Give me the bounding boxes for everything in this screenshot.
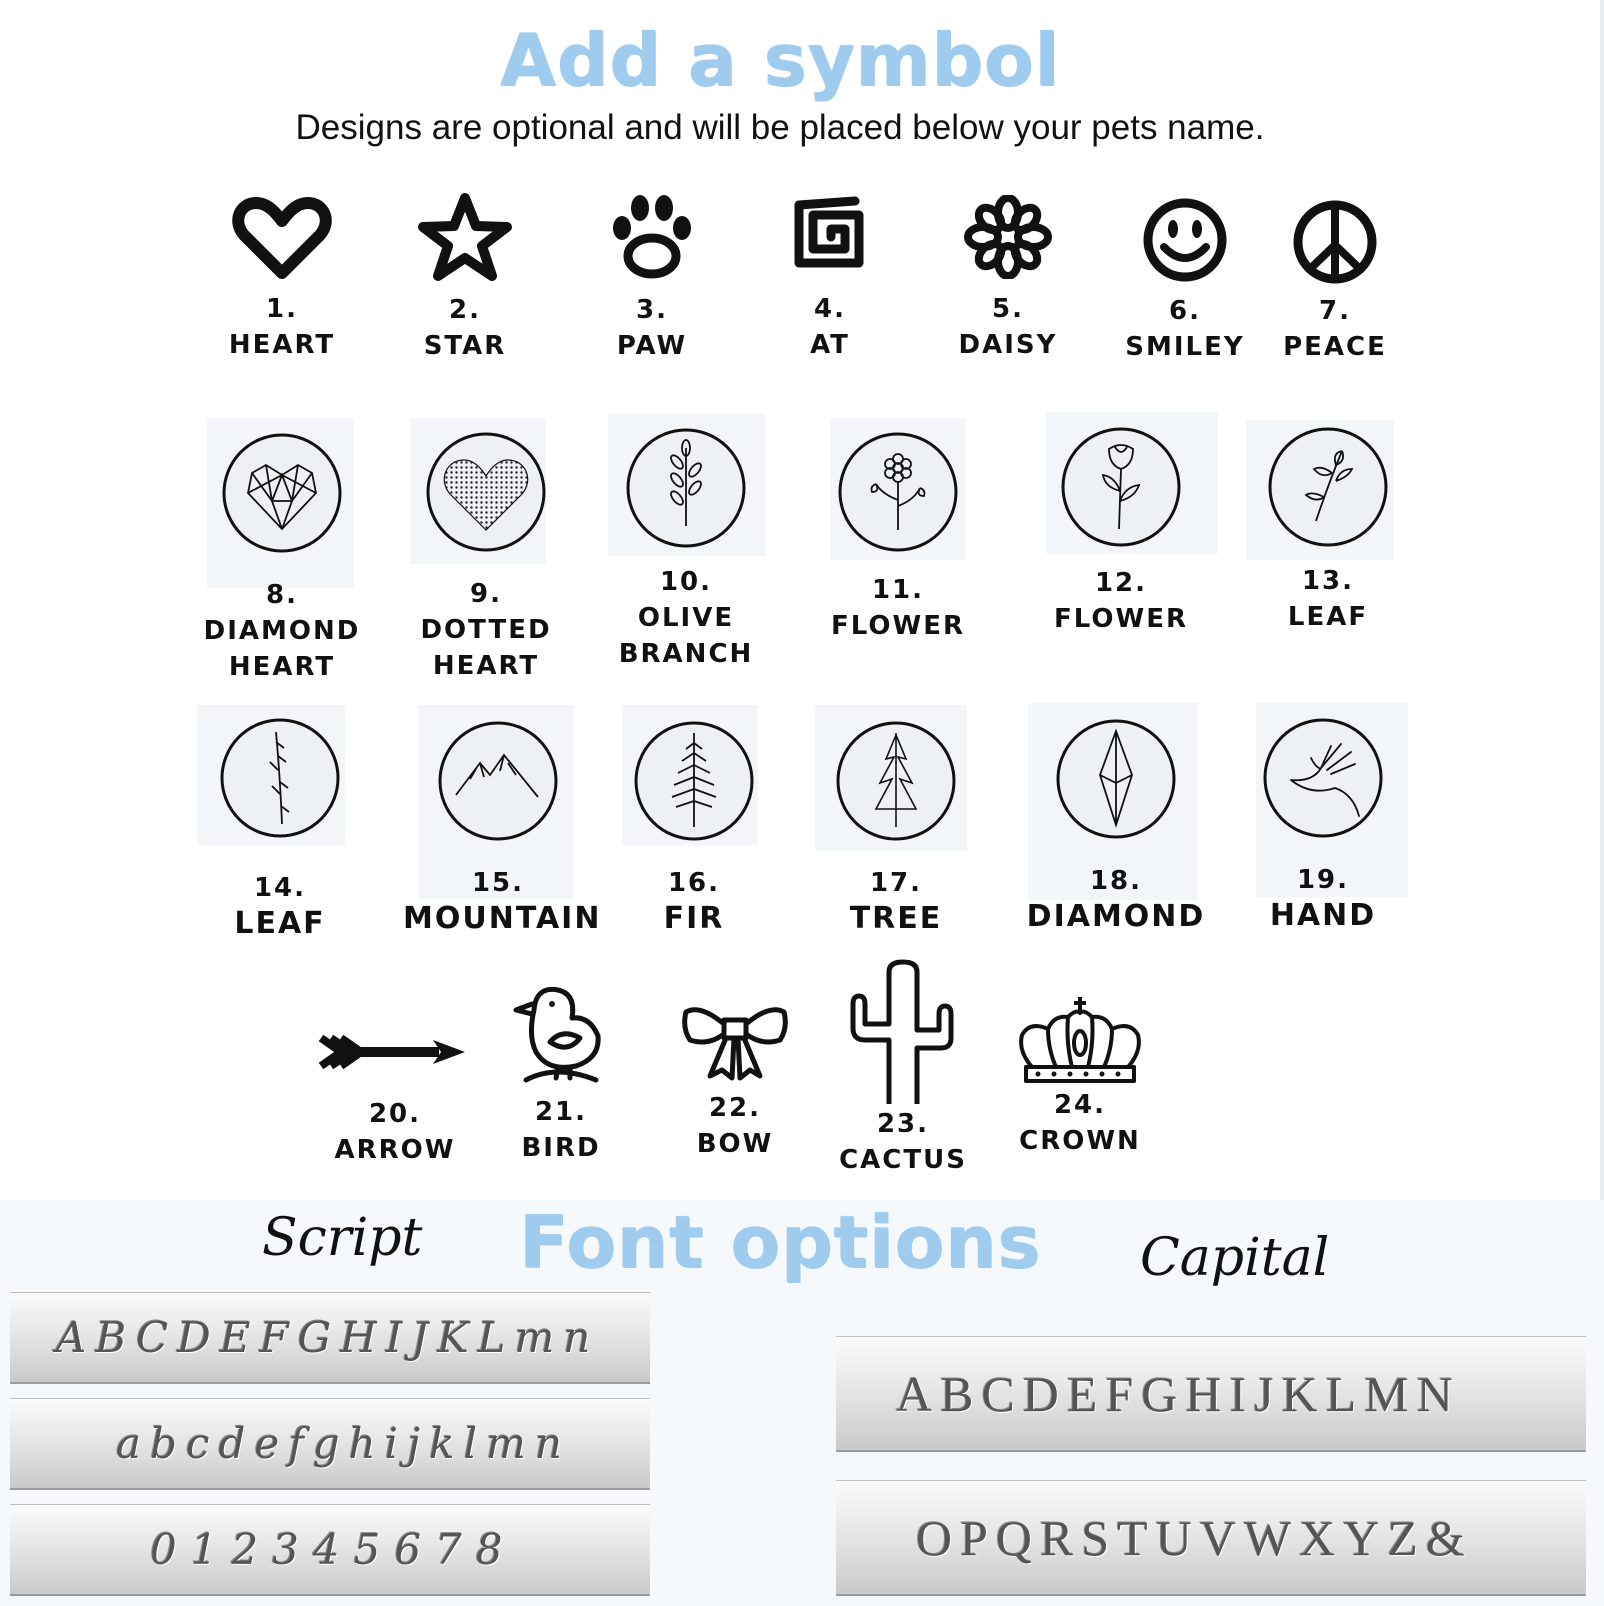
script-sample-uppercase [10, 1292, 650, 1384]
bow-icon [680, 998, 790, 1086]
symbol-option-23[interactable] [808, 958, 998, 1178]
dotted-heart-icon [424, 430, 548, 554]
symbol-number: 20. [368, 1099, 422, 1129]
symbol-number: 10. [659, 567, 713, 597]
symbol-number: 18. [1089, 866, 1143, 896]
heart-icon [232, 195, 332, 281]
symbol-name: DIAMOND [203, 616, 361, 646]
symbol-number: 11. [871, 575, 925, 605]
symbol-option-3[interactable] [557, 190, 747, 364]
symbol-number: 8. [266, 580, 298, 610]
symbol-name: SMILEY [1125, 332, 1245, 362]
symbol-number: 4. [814, 294, 846, 324]
symbol-number: 13. [1301, 566, 1355, 596]
symbol-name: BIRD [521, 1133, 601, 1163]
symbol-name: PAW [616, 331, 688, 361]
arrow-icon [315, 1012, 475, 1092]
crown-icon [1014, 995, 1146, 1087]
symbol-option-15[interactable] [403, 719, 602, 937]
symbol-name: FLOWER [1054, 604, 1188, 634]
symbol-option-8[interactable] [187, 431, 377, 685]
symbol-option-24[interactable] [985, 995, 1175, 1159]
capital-sample-text: ABCDEFGHIJKLMN [896, 1365, 1461, 1422]
leaf-icon [218, 716, 342, 840]
symbol-number: 7. [1319, 296, 1351, 326]
symbol-name: PEACE [1283, 332, 1387, 362]
symbol-name: LEAF [1287, 602, 1369, 632]
script-font-label: Script [262, 1208, 423, 1268]
symbol-name: AT [810, 330, 850, 360]
symbol-number: 15. [471, 868, 525, 898]
flower-icon [1059, 425, 1183, 549]
symbol-option-4[interactable] [735, 193, 925, 363]
symbol-option-7[interactable] [1240, 197, 1430, 365]
font-options-title: Font options [518, 1200, 1042, 1284]
symbol-number: 5. [992, 294, 1024, 324]
symbol-name: HAND [1269, 898, 1377, 933]
symbol-name: BOW [696, 1129, 774, 1159]
symbol-name-line2: HEART [432, 651, 540, 681]
symbol-name: DIAMOND [1026, 899, 1206, 934]
symbol-option-10[interactable] [591, 426, 781, 672]
symbol-number: 24. [1053, 1090, 1107, 1120]
symbol-number: 1. [266, 294, 298, 324]
symbol-number: 6. [1169, 296, 1201, 326]
symbol-name: FIR [663, 901, 725, 936]
fir-icon [632, 719, 756, 843]
symbol-name: HEART [228, 330, 336, 360]
symbol-option-13[interactable] [1233, 425, 1423, 635]
symbol-option-9[interactable] [391, 430, 581, 684]
script-sample-text: 012345678 [150, 1525, 517, 1574]
capital-sample-a-n [836, 1336, 1586, 1452]
symbol-name: ARROW [334, 1135, 456, 1165]
symbol-option-11[interactable] [803, 430, 993, 644]
symbol-option-1[interactable] [187, 195, 377, 363]
star-icon [415, 190, 515, 282]
symbol-option-19[interactable] [1228, 716, 1418, 934]
script-sample-text: ABCDEFGHIJKLmn [56, 1313, 600, 1362]
leaf-icon [1266, 425, 1390, 549]
symbol-number: 23. [876, 1109, 930, 1139]
script-sample-text: abcdefghijklmn [116, 1419, 571, 1468]
spiral-icon [785, 193, 875, 279]
diamond-icon [1054, 717, 1178, 841]
symbol-number: 2. [449, 295, 481, 325]
symbol-option-16[interactable] [599, 719, 789, 937]
symbol-name: CACTUS [839, 1145, 967, 1175]
symbol-name: LEAF [234, 906, 326, 941]
capital-sample-text: OPQRSTUVWXYZ& [916, 1509, 1473, 1566]
symbol-number: 9. [470, 579, 502, 609]
symbol-number: 14. [253, 873, 307, 903]
flower-icon [836, 430, 960, 554]
symbol-option-18[interactable] [1021, 717, 1211, 935]
symbol-option-5[interactable] [913, 195, 1103, 363]
page-title: Add a symbol [499, 18, 1060, 102]
capital-font-label: Capital [1140, 1228, 1330, 1288]
mountain-icon [436, 719, 560, 843]
symbol-option-12[interactable] [1026, 425, 1216, 637]
symbol-name: STAR [423, 331, 507, 361]
script-sample-numbers [10, 1504, 650, 1596]
symbol-number: 3. [636, 295, 668, 325]
hand-icon [1261, 716, 1385, 840]
bird-icon [506, 980, 616, 1090]
script-sample-lowercase [10, 1398, 650, 1490]
diamond-heart-icon [220, 431, 344, 555]
peace-icon [1290, 197, 1380, 287]
symbol-option-22[interactable] [640, 998, 830, 1162]
symbol-name: CROWN [1019, 1126, 1141, 1156]
page-subtitle: Designs are optional and will be placed below your pets name. [295, 108, 1265, 147]
symbol-name: OLIVE [637, 603, 735, 633]
symbol-number: 19. [1296, 865, 1350, 895]
cactus-icon [845, 958, 961, 1106]
daisy-icon [963, 195, 1053, 279]
symbol-option-21[interactable] [466, 980, 656, 1166]
symbol-name: DAISY [958, 330, 1058, 360]
symbol-option-14[interactable] [185, 716, 375, 942]
symbol-name: TREE [849, 901, 943, 936]
symbol-option-2[interactable] [370, 190, 560, 364]
symbol-number: 22. [708, 1093, 762, 1123]
symbol-name-line2: BRANCH [618, 639, 754, 669]
symbol-option-17[interactable] [801, 719, 991, 937]
smiley-icon [1140, 195, 1230, 285]
symbol-name-line2: HEART [228, 652, 336, 682]
symbol-name: DOTTED [420, 615, 552, 645]
symbol-name: MOUNTAIN [403, 901, 602, 936]
symbol-number: 16. [667, 868, 721, 898]
symbol-option-20[interactable] [300, 1012, 490, 1168]
symbol-name: FLOWER [831, 611, 965, 641]
symbol-number: 21. [534, 1097, 588, 1127]
symbol-number: 12. [1094, 568, 1148, 598]
capital-sample-o-z [836, 1480, 1586, 1596]
olive-branch-icon [624, 426, 748, 550]
symbol-number: 17. [869, 868, 923, 898]
paw-icon [602, 190, 702, 282]
tree-icon [834, 719, 958, 843]
